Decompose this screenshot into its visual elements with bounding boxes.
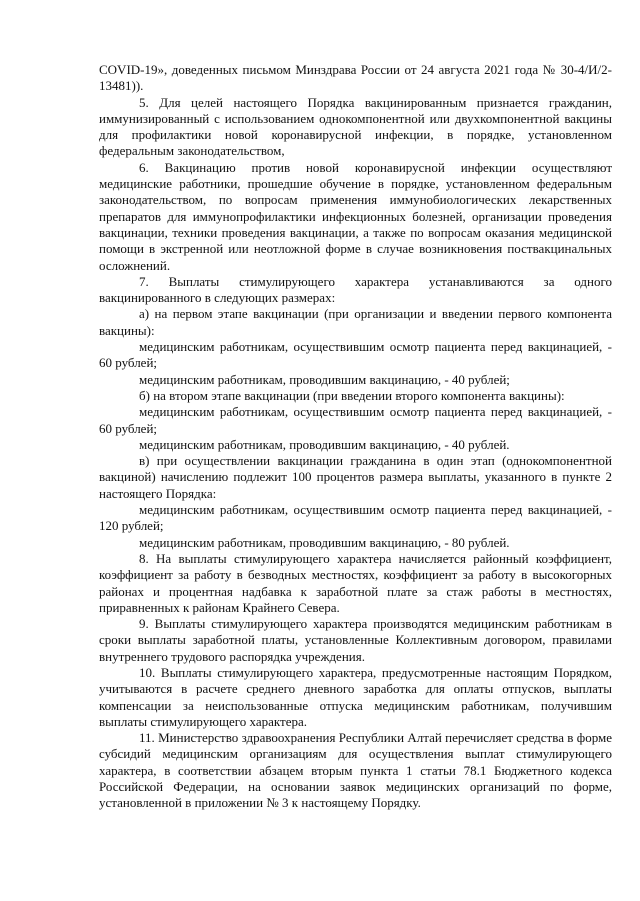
paragraph-stage-c-vaccination: медицинским работникам, проводившим вакцинацию, - 80 рублей. [139, 534, 510, 550]
paragraph-stage-c-exam: медицинским работникам, осуществившим осмотр пациента перед вакцинацией, - 120 рублей; [99, 502, 612, 534]
paragraph-stage-a-vaccination: медицинским работникам, проводившим вакцинацию, - 40 рублей; [139, 371, 510, 387]
paragraph-continuation: COVID-19», доведенных письмом Минздрава России от 24 августа 2021 года № 30-4/И/2-13481)). [99, 62, 612, 94]
paragraph-stage-a-exam: медицинским работникам, осуществившим осмотр пациента перед вакцинацией, - 60 рублей; [99, 339, 612, 371]
paragraph-stage-b-exam: медицинским работникам, осуществившим осмотр пациента перед вакцинацией, - 60 рублей; [99, 404, 612, 436]
paragraph-stage-c: в) при осуществлении вакцинации гражданина в один этап (однокомпонентной вакциной) начислению подлежит 100 процентов размера выплаты, указанного в пункте 2 настоящего Порядка: [99, 453, 612, 501]
paragraph-item-8: 8. На выплаты стимулирующего характера начисляется районный коэффициент, коэффициент за работу в безводных местностях, коэффициент за работу в высокогорных районах и процентная надбавка к заработной плате за стаж работы в местностях, приравненных к районам Крайнего Севера. [99, 550, 612, 615]
paragraph-stage-b-vaccination: медицинским работникам, проводившим вакцинацию, - 40 рублей. [139, 436, 510, 452]
paragraph-item-9: 9. Выплаты стимулирующего характера производятся медицинским работникам в сроки выплаты заработной платы, установленные Коллективным договором, правилами внутреннего трудового распорядка учреждения. [99, 616, 612, 664]
paragraph-stage-b: б) на втором этапе вакцинации (при введении второго компонента вакцины): [139, 387, 565, 403]
paragraph-stage-a: а) на первом этапе вакцинации (при организации и введении первого компонента вакцины): [99, 306, 612, 338]
paragraph-item-10: 10. Выплаты стимулирующего характера, предусмотренные настоящим Порядком, учитываются в расчете среднего дневного заработка для оплаты отпусков, выплаты компенсации за неиспользованные отпуска медицинским работникам, получившим выплаты стимулирующего характера. [99, 664, 612, 729]
paragraph-item-6: 6. Вакцинацию против новой коронавирусной инфекции осуществляют медицинские работники, прошедшие обучение в порядке, установленном федеральным законодательством, по вопросам применения иммунобиологических лекарственных препаратов для иммунопрофилактики инфекционных болезней, организации проведения вакцинации, техники проведения вакцинации, а также по вопросам оказания медицинской помощи в экстренной или неотложной форме в случае возникновения поствакцинальных осложнений. [99, 159, 612, 273]
paragraph-item-5: 5. Для целей настоящего Порядка вакцинированным признается гражданин, иммунизированный с использованием однокомпонентной или двухкомпонентной вакцины для профилактики новой коронавирусной инфекции, в порядке, установленном федеральным законодательством, [99, 94, 612, 159]
paragraph-item-7: 7. Выплаты стимулирующего характера устанавливаются за одного вакцинированного в следующих размерах: [99, 273, 612, 306]
paragraph-item-11: 11. Министерство здравоохранения Республики Алтай перечисляет средства в форме субсидий медицинским организациям для осуществления выплат стимулирующего характера, в соответствии абзацем вторым пункта 1 статьи 78.1 Бюджетного кодекса Российской Федерации, на основании заявок медицинских организаций по форме, установленной в приложении № 3 к настоящему Порядку. [99, 730, 612, 811]
